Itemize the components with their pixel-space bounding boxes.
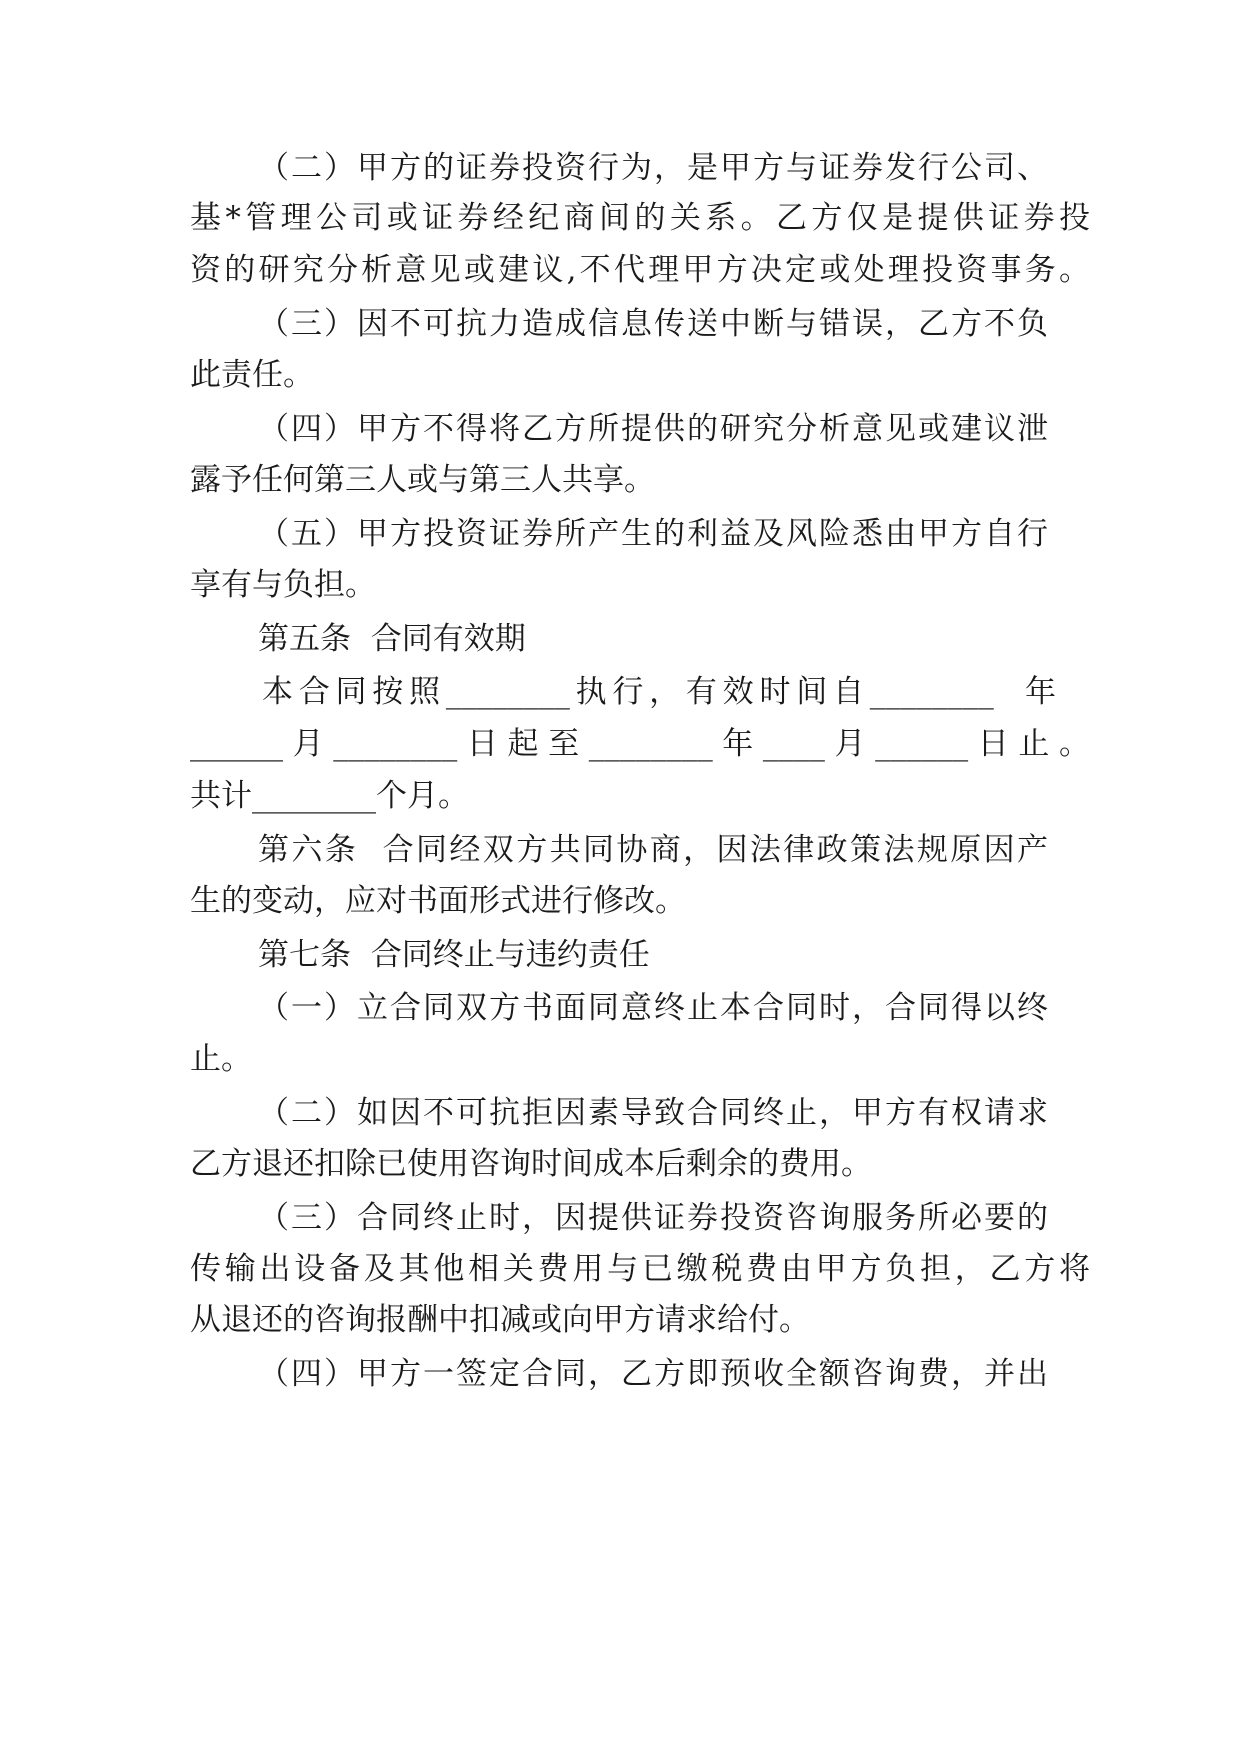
paragraph-2-line-2: 基*管理公司或证券经纪商间的关系。乙方仅是提供证券投	[190, 200, 1090, 236]
article-7-item-1-line-2: 止。	[190, 1041, 252, 1077]
article-5-line-1: 本合同按照________执行，有效时间自________ 年	[262, 674, 1056, 710]
article-7-item-3-line-1: （三）合同终止时，因提供证券投资咨询服务所必要的	[258, 1200, 1048, 1236]
article-5-line-2: ______月________日起至________年____月______日止。	[190, 726, 1090, 762]
paragraph-5-line-1: （五）甲方投资证券所产生的利益及风险悉由甲方自行	[258, 516, 1048, 552]
article-7-item-2-line-1: （二）如因不可抗拒因素导致合同终止，甲方有权请求	[258, 1095, 1048, 1131]
article-5-line-3: 共计________个月。	[190, 778, 469, 814]
paragraph-2-line-3: 资的研究分析意见或建议,不代理甲方决定或处理投资事务。	[190, 252, 1090, 288]
paragraph-4-line-2: 露予任何第三人或与第三人共享。	[190, 462, 655, 498]
article-7-heading: 第七条 合同终止与违约责任	[258, 937, 650, 973]
paragraph-3-line-1: （三）因不可抗力造成信息传送中断与错误，乙方不负	[258, 306, 1048, 342]
article-6-line-1: 第六条 合同经双方共同协商，因法律政策法规原因产	[258, 832, 1048, 868]
article-7-item-4-line-1: （四）甲方一签定合同，乙方即预收全额咨询费，并出	[258, 1356, 1048, 1392]
paragraph-2-line-1: （二）甲方的证券投资行为，是甲方与证券发行公司、	[258, 150, 1048, 186]
article-7-item-3-line-2: 传输出设备及其他相关费用与已缴税费由甲方负担，乙方将	[190, 1251, 1090, 1287]
article-7-item-3-line-3: 从退还的咨询报酬中扣减或向甲方请求给付。	[190, 1302, 810, 1338]
paragraph-3-line-2: 此责任。	[190, 357, 314, 393]
article-5-heading: 第五条 合同有效期	[258, 621, 526, 657]
article-6-line-2: 生的变动，应对书面形式进行修改。	[190, 883, 686, 919]
paragraph-4-line-1: （四）甲方不得将乙方所提供的研究分析意见或建议泄	[258, 411, 1048, 447]
article-7-item-2-line-2: 乙方退还扣除已使用咨询时间成本后剩余的费用。	[190, 1146, 872, 1182]
article-7-item-1-line-1: （一）立合同双方书面同意终止本合同时，合同得以终	[258, 990, 1048, 1026]
paragraph-5-line-2: 享有与负担。	[190, 567, 376, 603]
